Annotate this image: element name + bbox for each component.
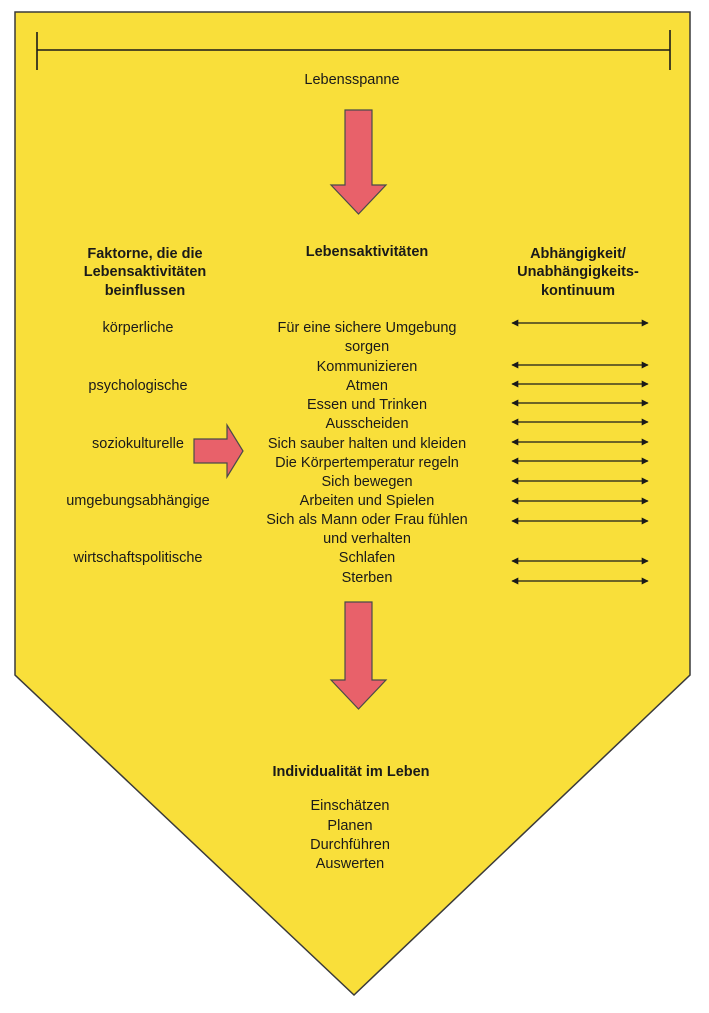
process-step: Einschätzen [310, 798, 390, 814]
activity-item: Kommunizieren [316, 359, 418, 375]
activity-item: Sterben [341, 570, 393, 586]
factors-heading-line-2: Lebensaktivitäten [83, 264, 207, 280]
factor-item: umgebungsabhängige [66, 493, 210, 509]
continuum-heading-line-2: Unabhängigkeits- [517, 264, 639, 280]
continuum-heading-line-3: kontinuum [540, 283, 616, 299]
activity-item: Arbeiten und Spielen [299, 493, 435, 509]
process-step: Durchführen [310, 837, 390, 853]
activity-item: Sich bewegen [321, 474, 413, 490]
activity-item-continued: sorgen [344, 339, 390, 355]
factor-item: körperliche [102, 320, 174, 336]
factor-item: soziokulturelle [92, 436, 184, 452]
activity-item: Atmen [346, 378, 388, 394]
factors-heading-line-3: beinflussen [104, 283, 186, 299]
activity-item: Für eine sichere Umgebung [277, 320, 457, 336]
activity-item-continued: und verhalten [323, 531, 411, 547]
process-step: Auswerten [315, 856, 385, 872]
continuum-heading-line-1: Abhängigkeit/ [530, 246, 626, 262]
factor-item: wirtschaftspolitische [73, 550, 203, 566]
activities-heading: Lebensaktivitäten [305, 244, 429, 260]
activity-item: Schlafen [338, 550, 396, 566]
activity-item: Essen und Trinken [306, 397, 428, 413]
process-step: Planen [327, 818, 373, 834]
factors-heading-line-1: Faktorne, die die [87, 246, 203, 262]
activity-item: Sich als Mann oder Frau fühlen [266, 512, 468, 528]
individuality-title: Individualität im Leben [272, 764, 430, 780]
activity-item: Ausscheiden [325, 416, 409, 432]
lifespan-label: Lebensspanne [304, 72, 400, 88]
factor-item: psychologische [88, 378, 188, 394]
activity-item: Die Körpertemperatur regeln [275, 455, 459, 471]
activity-item: Sich sauber halten und kleiden [267, 436, 467, 452]
